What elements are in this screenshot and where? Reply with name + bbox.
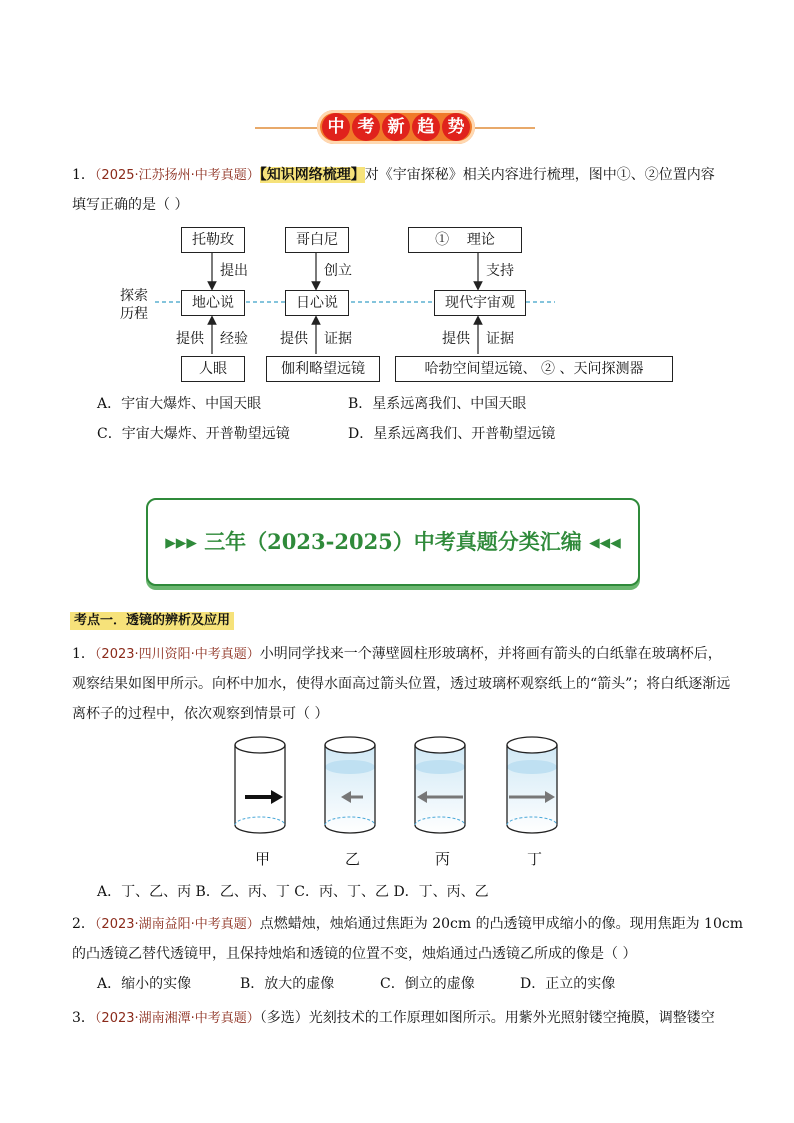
option-a: A．宇宙大爆炸、中国天眼 <box>97 396 262 412</box>
verb-label: 创立 <box>324 263 352 279</box>
banner-char: 考 <box>352 113 380 141</box>
verb-label: 提供 <box>176 331 204 347</box>
question-number: 1． <box>72 646 95 662</box>
cup-ding <box>507 737 557 833</box>
verb-label: 提出 <box>220 263 248 279</box>
theory-label: 理论 <box>466 232 495 248</box>
option-a: A．缩小的实像 <box>97 976 192 992</box>
question-number: 2． <box>72 916 95 932</box>
box-geocentric: 地心说 <box>181 290 245 316</box>
knowledge-point-1: 考点一．透镜的辨析及应用 <box>70 612 234 630</box>
question-source: （2023·湖南益阳·中考真题） <box>94 917 260 932</box>
box-modern-cosmology: 现代宇宙观 <box>434 290 526 316</box>
section-header <box>146 498 640 586</box>
tianwen-text: 、天问探测器 <box>559 361 644 377</box>
box-galileo-telescope: 伽利略望远镜 <box>266 356 380 382</box>
arrows-left-icon: ▸▸▸ <box>165 529 197 554</box>
caption-yi: 乙 <box>345 850 361 868</box>
caption-ding: 丁 <box>527 850 543 868</box>
problem-1-options: A．丁、乙、丙 B．乙、丙、丁 C．丙、丁、乙 D．丁、丙、乙 <box>97 884 489 900</box>
question-text: （多选）光刻技术的工作原理如图所示。用紫外光照射镂空掩膜，调整镂空 <box>259 1010 715 1026</box>
problem-2-line-2: 的凸透镜乙替代透镜甲，且保持烛焰和透镜的位置不变，烛焰通过凸透镜乙所成的像是（ ） <box>72 946 637 962</box>
question-source: （2023·湖南湘潭·中考真题） <box>94 1011 260 1026</box>
question-text: 点燃蜡烛，烛焰通过焦距为 20cm 的凸透镜甲成缩小的像。现用焦距为 10cm <box>259 916 743 932</box>
question-number: 1． <box>72 167 95 183</box>
arrows-right-icon: ◂◂◂ <box>589 529 621 554</box>
option-b: B．星系远离我们、中国天眼 <box>348 396 527 412</box>
option-c: C．倒立的虚像 <box>380 976 475 992</box>
problem-1-line-2: 观察结果如图甲所示。向杯中加水，使得水面高过箭头位置，透过玻璃杯观察纸上的“箭头”；将白纸逐渐远 <box>72 676 731 692</box>
blank-1: ① <box>435 232 450 248</box>
verb-label: 证据 <box>324 331 352 347</box>
side-label: 探索 <box>120 288 148 304</box>
section-title <box>148 500 638 584</box>
verb-label: 证据 <box>486 331 514 347</box>
option-c: C．宇宙大爆炸、开普勒望远镜 <box>97 426 290 442</box>
verb-label: 支持 <box>486 263 514 279</box>
option-b: B．放大的虚像 <box>240 976 335 992</box>
banner-char: 新 <box>382 113 410 141</box>
box-ptolemy: 托勒玫 <box>181 227 245 253</box>
option-d: D．正立的实像 <box>520 976 616 992</box>
side-label: 历程 <box>120 306 148 322</box>
option-d: D．星系远离我们、开普勒望远镜 <box>348 426 556 442</box>
cup-jia <box>235 737 285 833</box>
problem-1-line-3: 离杯子的过程中，依次观察到情景可（ ） <box>72 706 329 722</box>
banner-char: 中 <box>322 113 350 141</box>
hubble-text: 哈勃空间望远镜、 <box>424 361 537 377</box>
question-source: （2023·四川资阳·中考真题） <box>94 647 260 662</box>
question-1-line-2: 填写正确的是（ ） <box>72 197 189 213</box>
verb-label: 提供 <box>442 331 470 347</box>
blank-2: ② <box>541 361 555 377</box>
question-number: 3． <box>72 1010 95 1026</box>
section-title-text: 三年（2023-2025）中考真题分类汇编 <box>204 529 582 554</box>
box-copernicus: 哥白尼 <box>285 227 349 253</box>
glass-cups-figure <box>0 735 794 845</box>
box-heliocentric: 日心说 <box>285 290 349 316</box>
question-source: （2025·江苏扬州·中考真题） <box>94 168 260 183</box>
banner-char: 趋 <box>412 113 440 141</box>
problem-2-line-1 <box>72 914 743 935</box>
question-text: 对《宇宙探秘》相关内容进行梳理，图中①、②位置内容 <box>364 167 715 183</box>
caption-jia: 甲 <box>255 850 271 868</box>
knowledge-diagram <box>0 0 794 400</box>
problem-3-line-1 <box>72 1008 715 1029</box>
caption-bing: 丙 <box>435 850 451 868</box>
question-tag: 【知识网络梳理】 <box>259 167 365 183</box>
cup-bing <box>415 737 465 833</box>
problem-1-line-1 <box>72 644 722 665</box>
box-human-eye: 人眼 <box>181 356 245 382</box>
banner-char: 势 <box>442 113 470 141</box>
box-theory <box>408 227 522 253</box>
verb-label: 提供 <box>280 331 308 347</box>
question-text: 小明同学找来一个薄壁圆柱形玻璃杯，并将画有箭头的白纸靠在玻璃杯后， <box>259 646 722 662</box>
cup-yi <box>325 737 375 833</box>
verb-label: 经验 <box>220 331 248 347</box>
diagram-lines <box>0 0 794 400</box>
box-hubble <box>395 356 673 382</box>
